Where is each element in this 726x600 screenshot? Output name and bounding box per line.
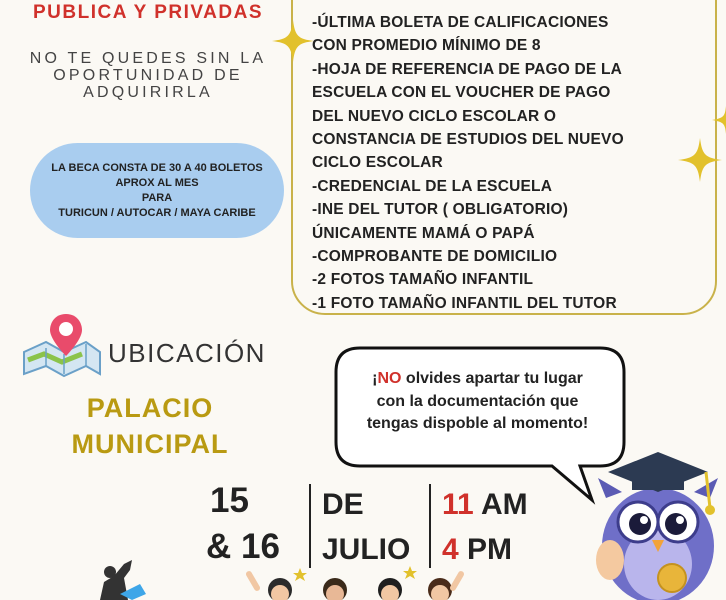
sparkle-icon [678, 138, 722, 182]
requirements-list: -ÚLTIMA BOLETA DE CALIFICACIONES CON PROMEDIO MÍNIMO DE 8 -HOJA DE REFERENCIA DE PAGO DE LA ESCUELA CON EL VOUCHER DE PAGO DEL NUEVO CICLO ESCOLAR O CONSTANCIA DE ESTUDIOS DEL NUEVO CICLO ESCOLAR -CREDENCIAL DE LA ESCUELA -INE DEL TUTOR ( OBLIGATORIO) ÚNICAMENTE MAMÁ O PAPÁ -COMPROBANTE DE DOMICILIO -2 FOTOS TAMAÑO INFANTIL -1 FOTO TAMAÑO INFANTIL DEL TUTOR [312, 14, 624, 312]
reminder-text: ¡NO olvides apartar tu lugar con la documentación que tengas dispoble al momento! [366, 370, 589, 432]
map-pin-icon [20, 312, 104, 378]
location-place: PALACIO MUNICIPAL [71, 393, 229, 459]
sparkle-icon [272, 20, 314, 62]
schedule-month: DE JULIO [322, 488, 411, 566]
location-label: UBICACIÓN [108, 338, 266, 368]
owl-mascot-icon [588, 438, 726, 600]
beca-info-pill: LA BECA CONSTA DE 30 A 40 BOLETOS APROX AL MES PARA TURICUN / AUTOCAR / MAYA CARIBE [30, 143, 284, 238]
sparkle-icon [712, 106, 726, 134]
divider [429, 484, 431, 568]
students-illustration [240, 564, 470, 600]
divider [309, 484, 311, 568]
tagline: NO TE QUEDES SIN LA OPORTUNIDAD DE ADQUIRIRLA [29, 50, 267, 101]
decorative-figure-icon [80, 554, 150, 600]
schedule-days: 15 & 16 [206, 481, 280, 566]
schedule-times: 11 AM 4 PM [442, 488, 528, 566]
page-title: PUBLICA Y PRIVADAS [32, 2, 264, 23]
